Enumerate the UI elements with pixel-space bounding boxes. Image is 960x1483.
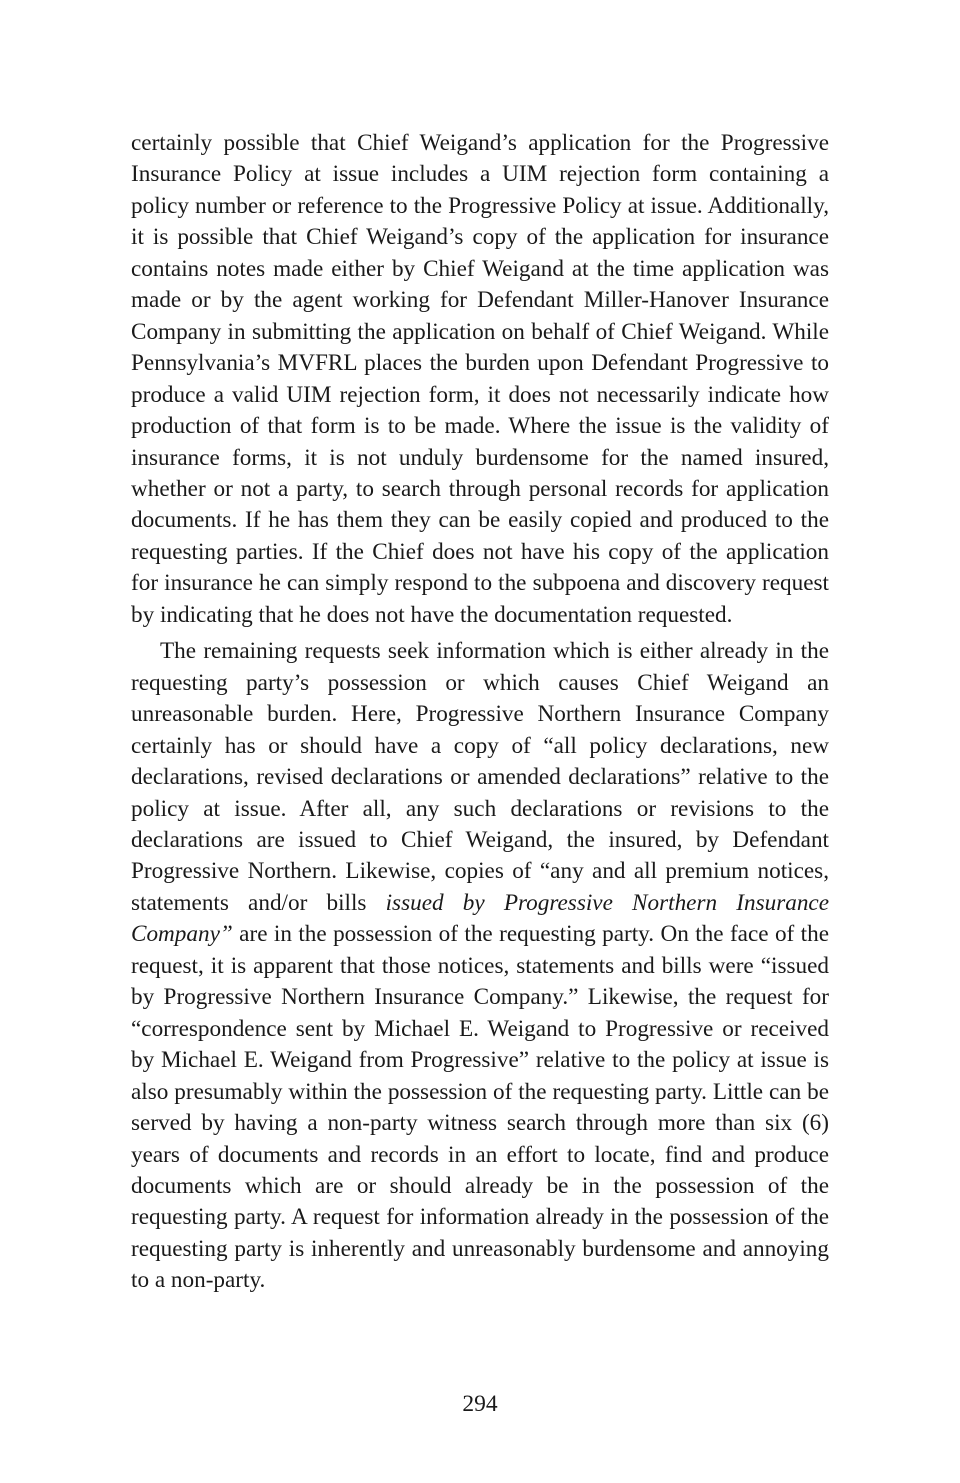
page-body bbox=[131, 128, 829, 1297]
paragraph-2 bbox=[131, 636, 829, 1297]
paragraph-2-text-end: are in the possession of the requesting party. On the face of the request, it is apparent that those notices, statements and bills were “issued by Progressive Northern Insurance Company.” Likewise, the request for “correspondence sent by Michael E. Weigand to Progressive or received by Michael E. Weigand from Progressive” relative to the policy at issue is also presumably within the possession of the requesting party. Little can be served by having a non-party witness search through more than six (6) years of documents and records in an effort to locate, find and produce documents which are or should already be in the possession of the requesting party. A request for information already in the possession of the requesting party is inherently and unreasonably burdensome and annoying to a non-party. bbox=[131, 921, 829, 1294]
paragraph-1: certainly possible that Chief Weigand’s application for the Progressive Insurance Policy at issue includes a UIM rejection form containing a policy number or reference to the Progressive Policy at issue. Additionally, it is possible that Chief Weigand’s copy of the application for insurance contains notes made either by Chief Weigand at the time application was made or by the agent working for Defendant Miller-Hanover Insurance Company in submitting the application on behalf of Chief Weigand. While Pennsylvania’s MVFRL places the burden upon Defendant Progressive to produce a valid UIM rejection form, it does not necessarily indicate how production of that form is to be made. Where the issue is the validity of insurance forms, it is not unduly burdensome for the named insured, whether or not a party, to search through personal records for application documents. If he has them they can be easily copied and produced to the requesting parties. If the Chief does not have his copy of the application for insurance he can simply respond to the subpoena and discovery request by indicating that he does not have the documentation requested. bbox=[131, 130, 829, 628]
paragraph-2-text-start: The remaining requests seek information which is either already in the requesting party’s possession or which causes Chief Weigand an unreasonable burden. Here, Progressive Northern Insurance Company certainly has or should have a copy of “all policy declarations, new declarations, revised declarations or amended declarations” relative to the policy at issue. After all, any such declarations or revisions to the declarations are issued to Chief Weigand, the insured, by Defendant Progressive Northern. Likewise, copies of “any and all premium notices, statements and/or bills bbox=[131, 638, 829, 916]
paragraph-2-italic-quote: issued by Progressive Northern Insurance Company” bbox=[131, 889, 829, 948]
page-number: 294 bbox=[462, 1391, 498, 1417]
